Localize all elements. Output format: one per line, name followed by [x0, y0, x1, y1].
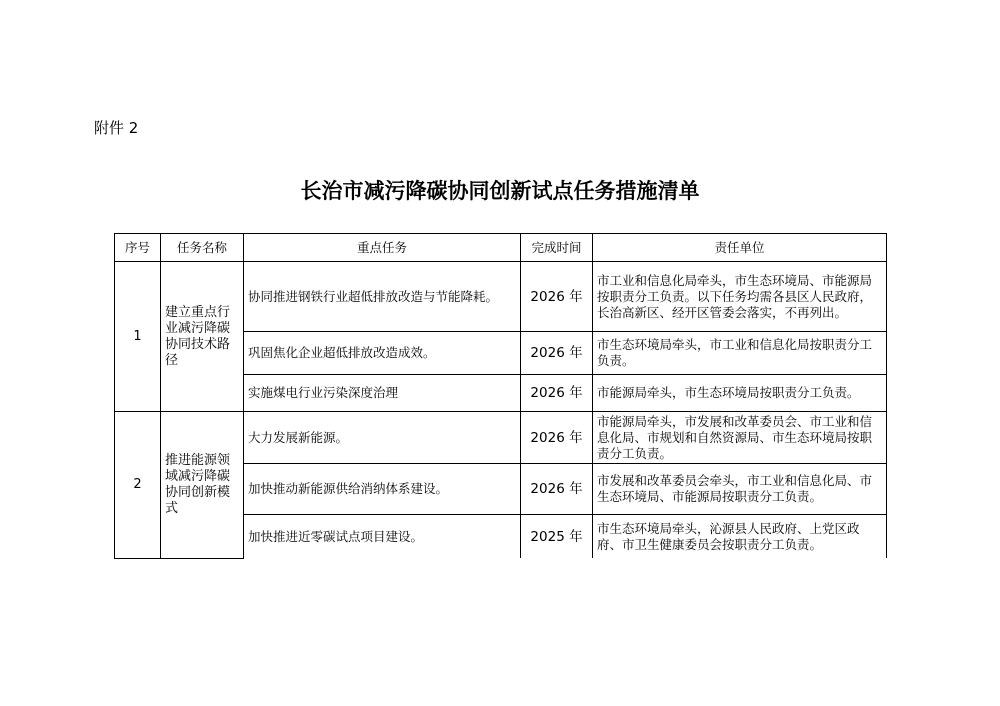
table-row — [115, 262, 887, 332]
group-index: 2 — [115, 412, 161, 559]
key-task-cell: 协同推进钢铁行业超低排放改造与节能降耗。 — [244, 262, 521, 332]
attachment-label: 附件 2 — [94, 119, 139, 137]
responsible-unit-cell: 市发展和改革委员会牵头，市工业和信息化局、市生态环境局、市能源局按职责分工负责。 — [593, 464, 887, 515]
document-title: 长治市减污降碳协同创新试点任务措施清单 — [300, 179, 700, 203]
completion-time-cell: 2026 年 — [521, 412, 593, 464]
responsible-unit-cell: 市工业和信息化局牵头，市生态环境局、市能源局按职责分工负责。以下任务均需各县区人民政府，长治高新区、经开区管委会落实，不再列出。 — [593, 262, 887, 332]
column-header-index: 序号 — [115, 234, 161, 262]
table-row — [115, 412, 887, 464]
completion-time-cell: 2026 年 — [521, 464, 593, 515]
key-task-cell: 实施煤电行业污染深度治理 — [244, 375, 521, 412]
responsible-unit-cell: 市能源局牵头，市生态环境局按职责分工负责。 — [593, 375, 887, 412]
key-task-cell: 巩固焦化企业超低排放改造成效。 — [244, 332, 521, 375]
responsible-unit-cell: 市能源局牵头，市发展和改革委员会、市工业和信息化局、市规划和自然资源局、市生态环境局按职责分工负责。 — [593, 412, 887, 464]
responsible-unit-cell: 市生态环境局牵头，市工业和信息化局按职责分工负责。 — [593, 332, 887, 375]
task-table — [114, 233, 887, 559]
column-header-key-task: 重点任务 — [244, 234, 521, 262]
completion-time-cell: 2026 年 — [521, 375, 593, 412]
group-task-name: 建立重点行业减污降碳协同技术路径 — [161, 262, 244, 412]
group-index: 1 — [115, 262, 161, 412]
table-header-row — [115, 234, 887, 262]
group-task-name: 推进能源领域减污降碳协同创新模式 — [161, 412, 244, 559]
completion-time-cell: 2026 年 — [521, 262, 593, 332]
key-task-cell: 加快推动新能源供给消纳体系建设。 — [244, 464, 521, 515]
completion-time-cell: 2026 年 — [521, 332, 593, 375]
key-task-cell: 加快推进近零碳试点项目建设。 — [244, 515, 521, 559]
column-header-task-name: 任务名称 — [161, 234, 244, 262]
key-task-cell: 大力发展新能源。 — [244, 412, 521, 464]
responsible-unit-cell: 市生态环境局牵头，沁源县人民政府、上党区政府、市卫生健康委员会按职责分工负责。 — [593, 515, 887, 559]
completion-time-cell: 2025 年 — [521, 515, 593, 559]
column-header-responsible-unit: 责任单位 — [593, 234, 887, 262]
column-header-completion-time: 完成时间 — [521, 234, 593, 262]
